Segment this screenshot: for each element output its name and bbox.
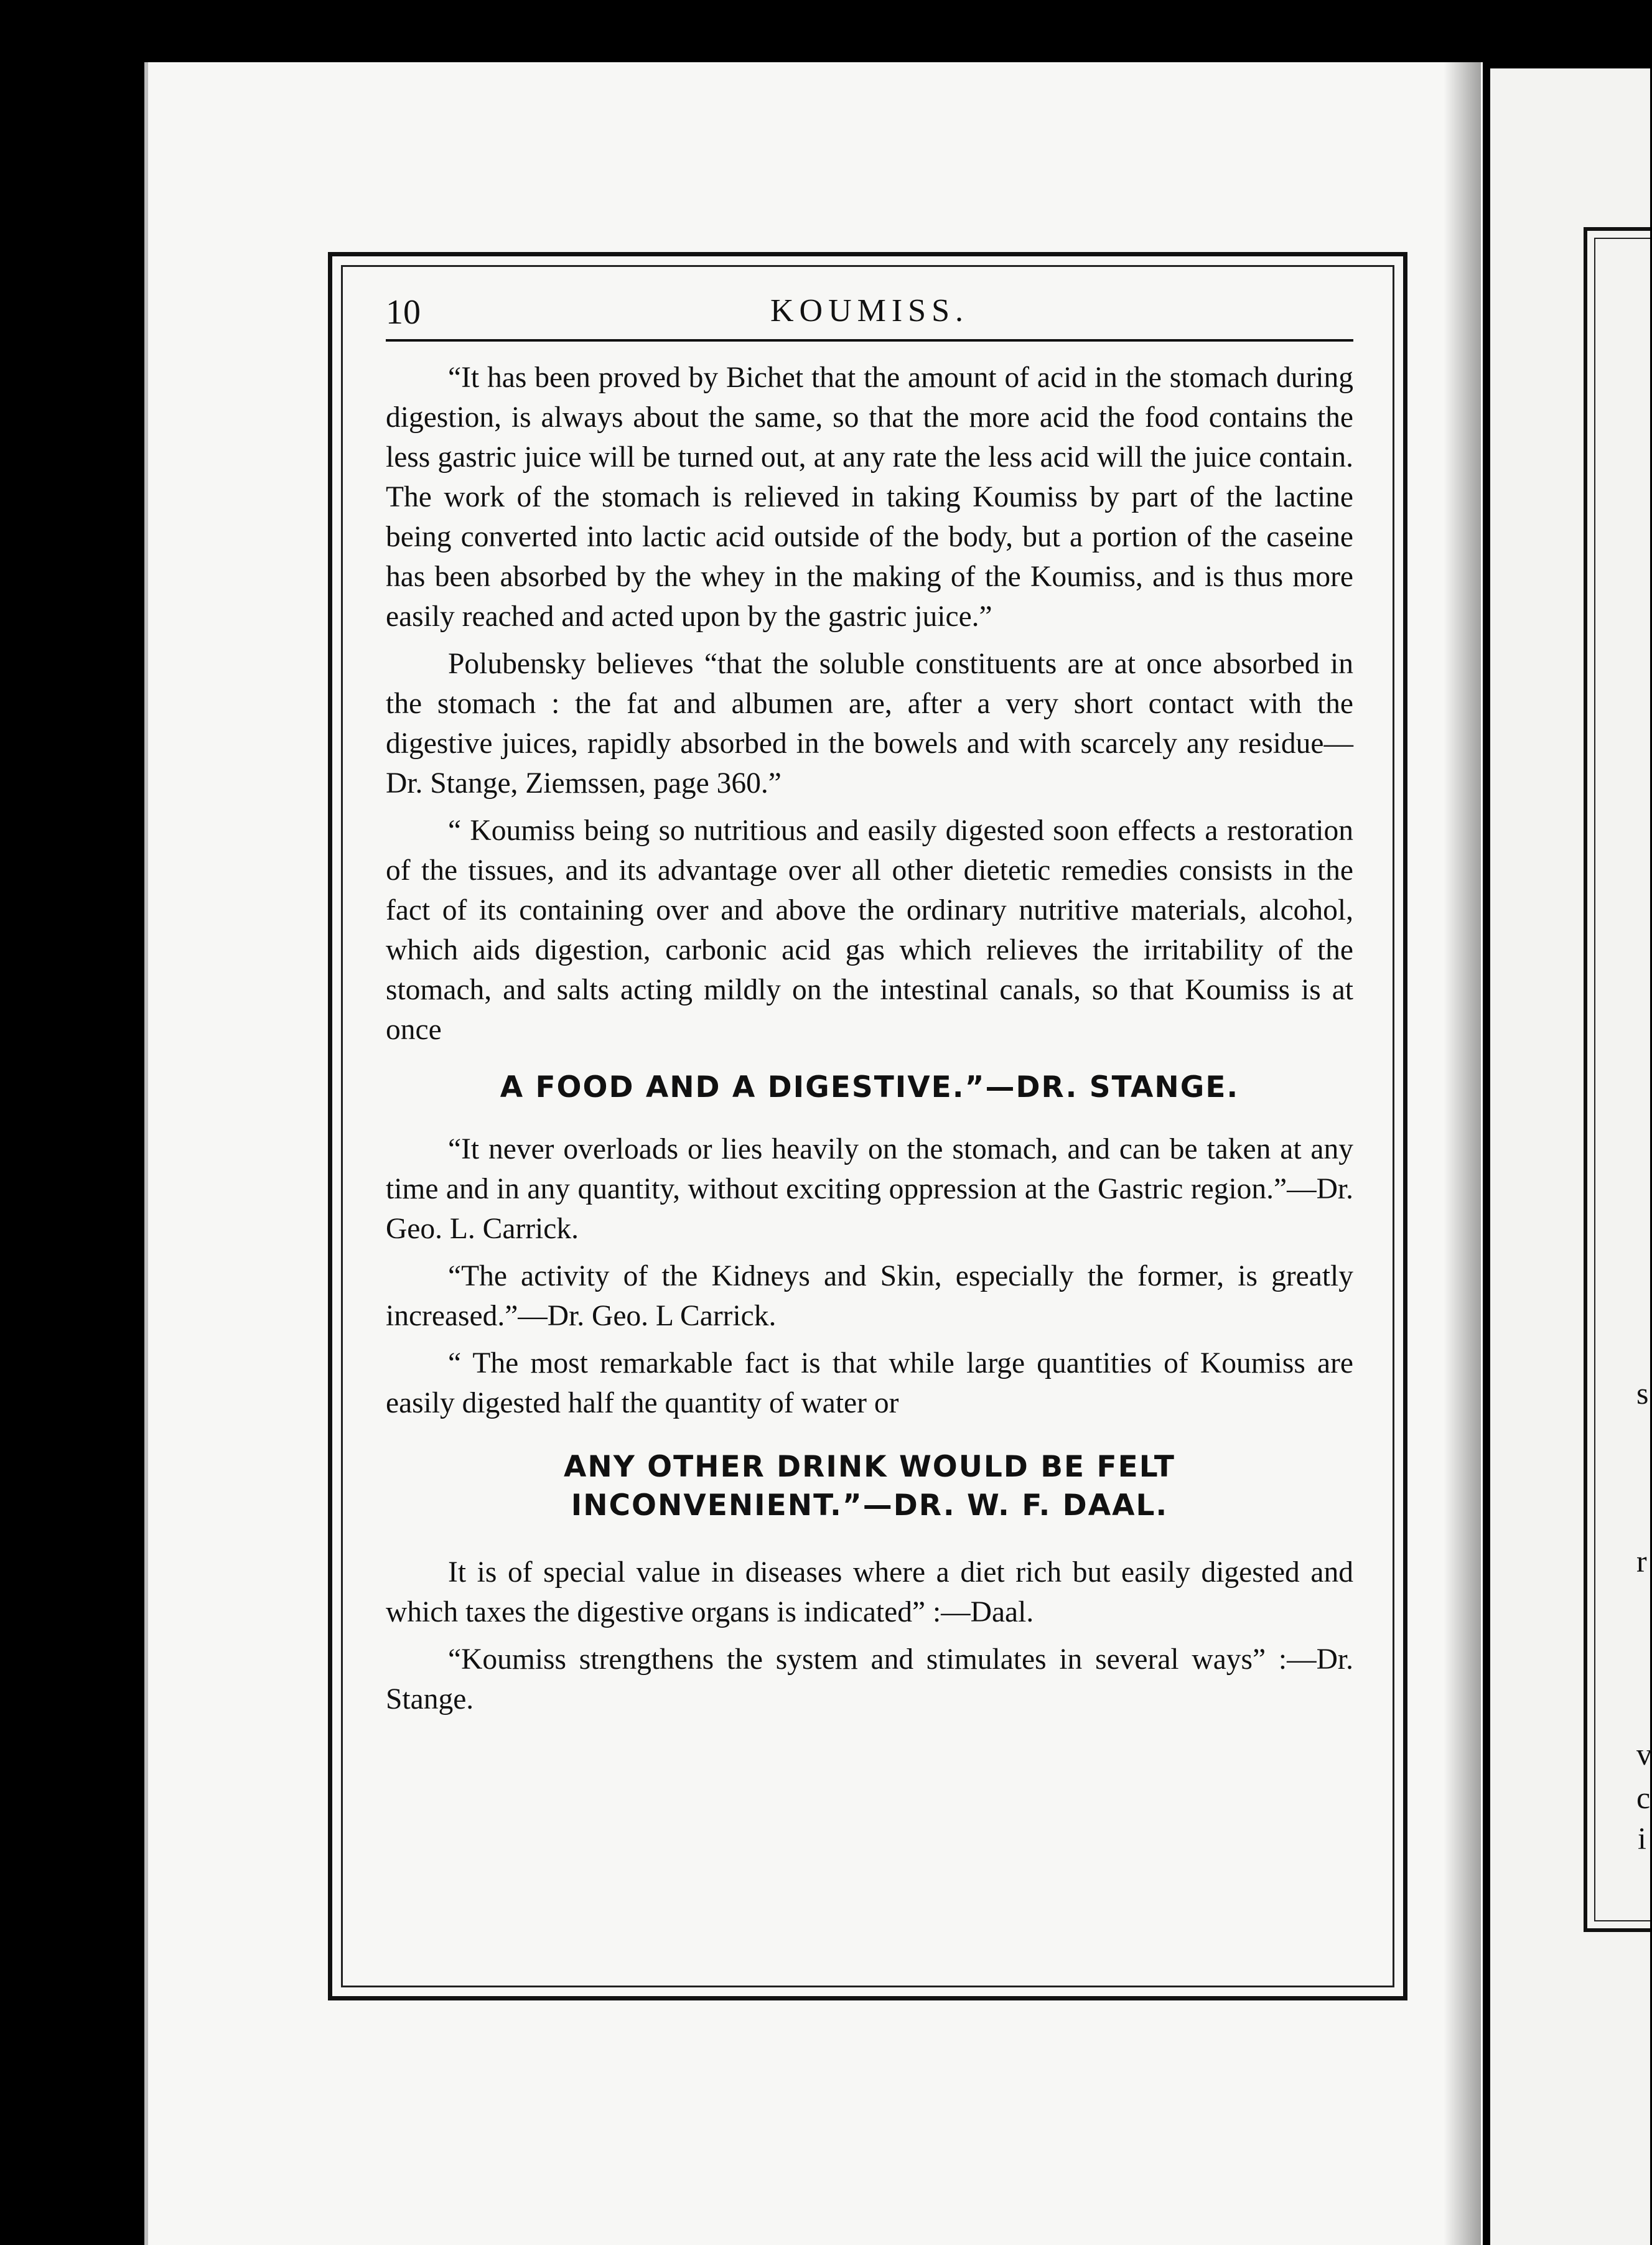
page-header: [386, 280, 1353, 339]
heading-other-drink: [386, 1448, 1353, 1525]
facing-page-fragment: s: [1636, 1376, 1649, 1411]
facing-page-fragment: v: [1636, 1737, 1652, 1771]
page-content: [386, 280, 1353, 1972]
paragraph-overloads: “It never overloads or lies heavily on the stomach, and can be taken at any time and in any quantity, without exciting oppression at the Gastric region.”—Dr. Geo. L. Carrick.: [386, 1133, 1353, 1245]
facing-page-fragment: r: [1636, 1544, 1647, 1579]
heading-other-drink-line2: INCONVENIENT.”—DR. W. F. DAAL.: [571, 1488, 1169, 1523]
paragraph-kidneys: “The activity of the Kidneys and Skin, especially the former, is greatly increased.”—Dr. Geo. L Carrick.: [386, 1260, 1353, 1332]
heading-food-digestive: A FOOD AND A DIGESTIVE.”—DR. STANGE.: [500, 1070, 1239, 1104]
facing-page-frame-inner: [1594, 238, 1650, 1921]
page-number: 10: [386, 293, 421, 332]
paragraph-bichet: “It has been proved by Bichet that the amount of acid in the stomach during digestion, is always about the same, so that the more acid the food contains the less gastric juice will be turned out, at any rate the less acid will the juice contain. The work of the stomach is relieved in taking Koumiss by part of the lactine being converted into lactic acid outside of the body, but a portion of the caseine has been absorbed by the whey in the making of the Koumiss, and is thus more easily reached and acted upon by the gastric juice.”: [386, 362, 1353, 633]
header-rule: [386, 339, 1353, 342]
paragraph-special-value: It is of special value in diseases where a diet rich but easily digested and which taxes the digestive organs is indicated” :—Daal.: [386, 1556, 1353, 1628]
running-title: KOUMISS.: [770, 293, 969, 329]
facing-page-fragment: i: [1638, 1821, 1646, 1855]
facing-page-fragment: c: [1636, 1780, 1651, 1815]
paragraph-strengthens: “Koumiss strengthens the system and stimulates in several ways” :—Dr. Stange.: [386, 1643, 1353, 1715]
paragraph-polubensky: Polubensky believes “that the soluble constituents are at once absorbed in the stomach : the fat and albumen are, after a very short contact with the digestive juices, rapidly absorbed in the bowels and with scarcely any residue—Dr. Stange, Ziemssen, page 360.”: [386, 648, 1353, 800]
paragraph-remarkable: “ The most remarkable fact is that while large quantities of Koumiss are easily digested half the quantity of water or: [386, 1347, 1353, 1419]
paragraph-nutritious: “ Koumiss being so nutritious and easily digested soon effects a restoration of the tissues, and its advantage over all other dietetic remedies consists in the fact of its containing over and above the ordinary nutritive materials, alcohol, which aids digestion, carbonic acid gas which relieves the irritability of the stomach, and salts acting mildly on the intestinal canals, so that Koumiss is at once: [386, 814, 1353, 1046]
heading-other-drink-line1: ANY OTHER DRINK WOULD BE FELT: [564, 1450, 1175, 1484]
spine-shadow: [1444, 62, 1481, 2245]
